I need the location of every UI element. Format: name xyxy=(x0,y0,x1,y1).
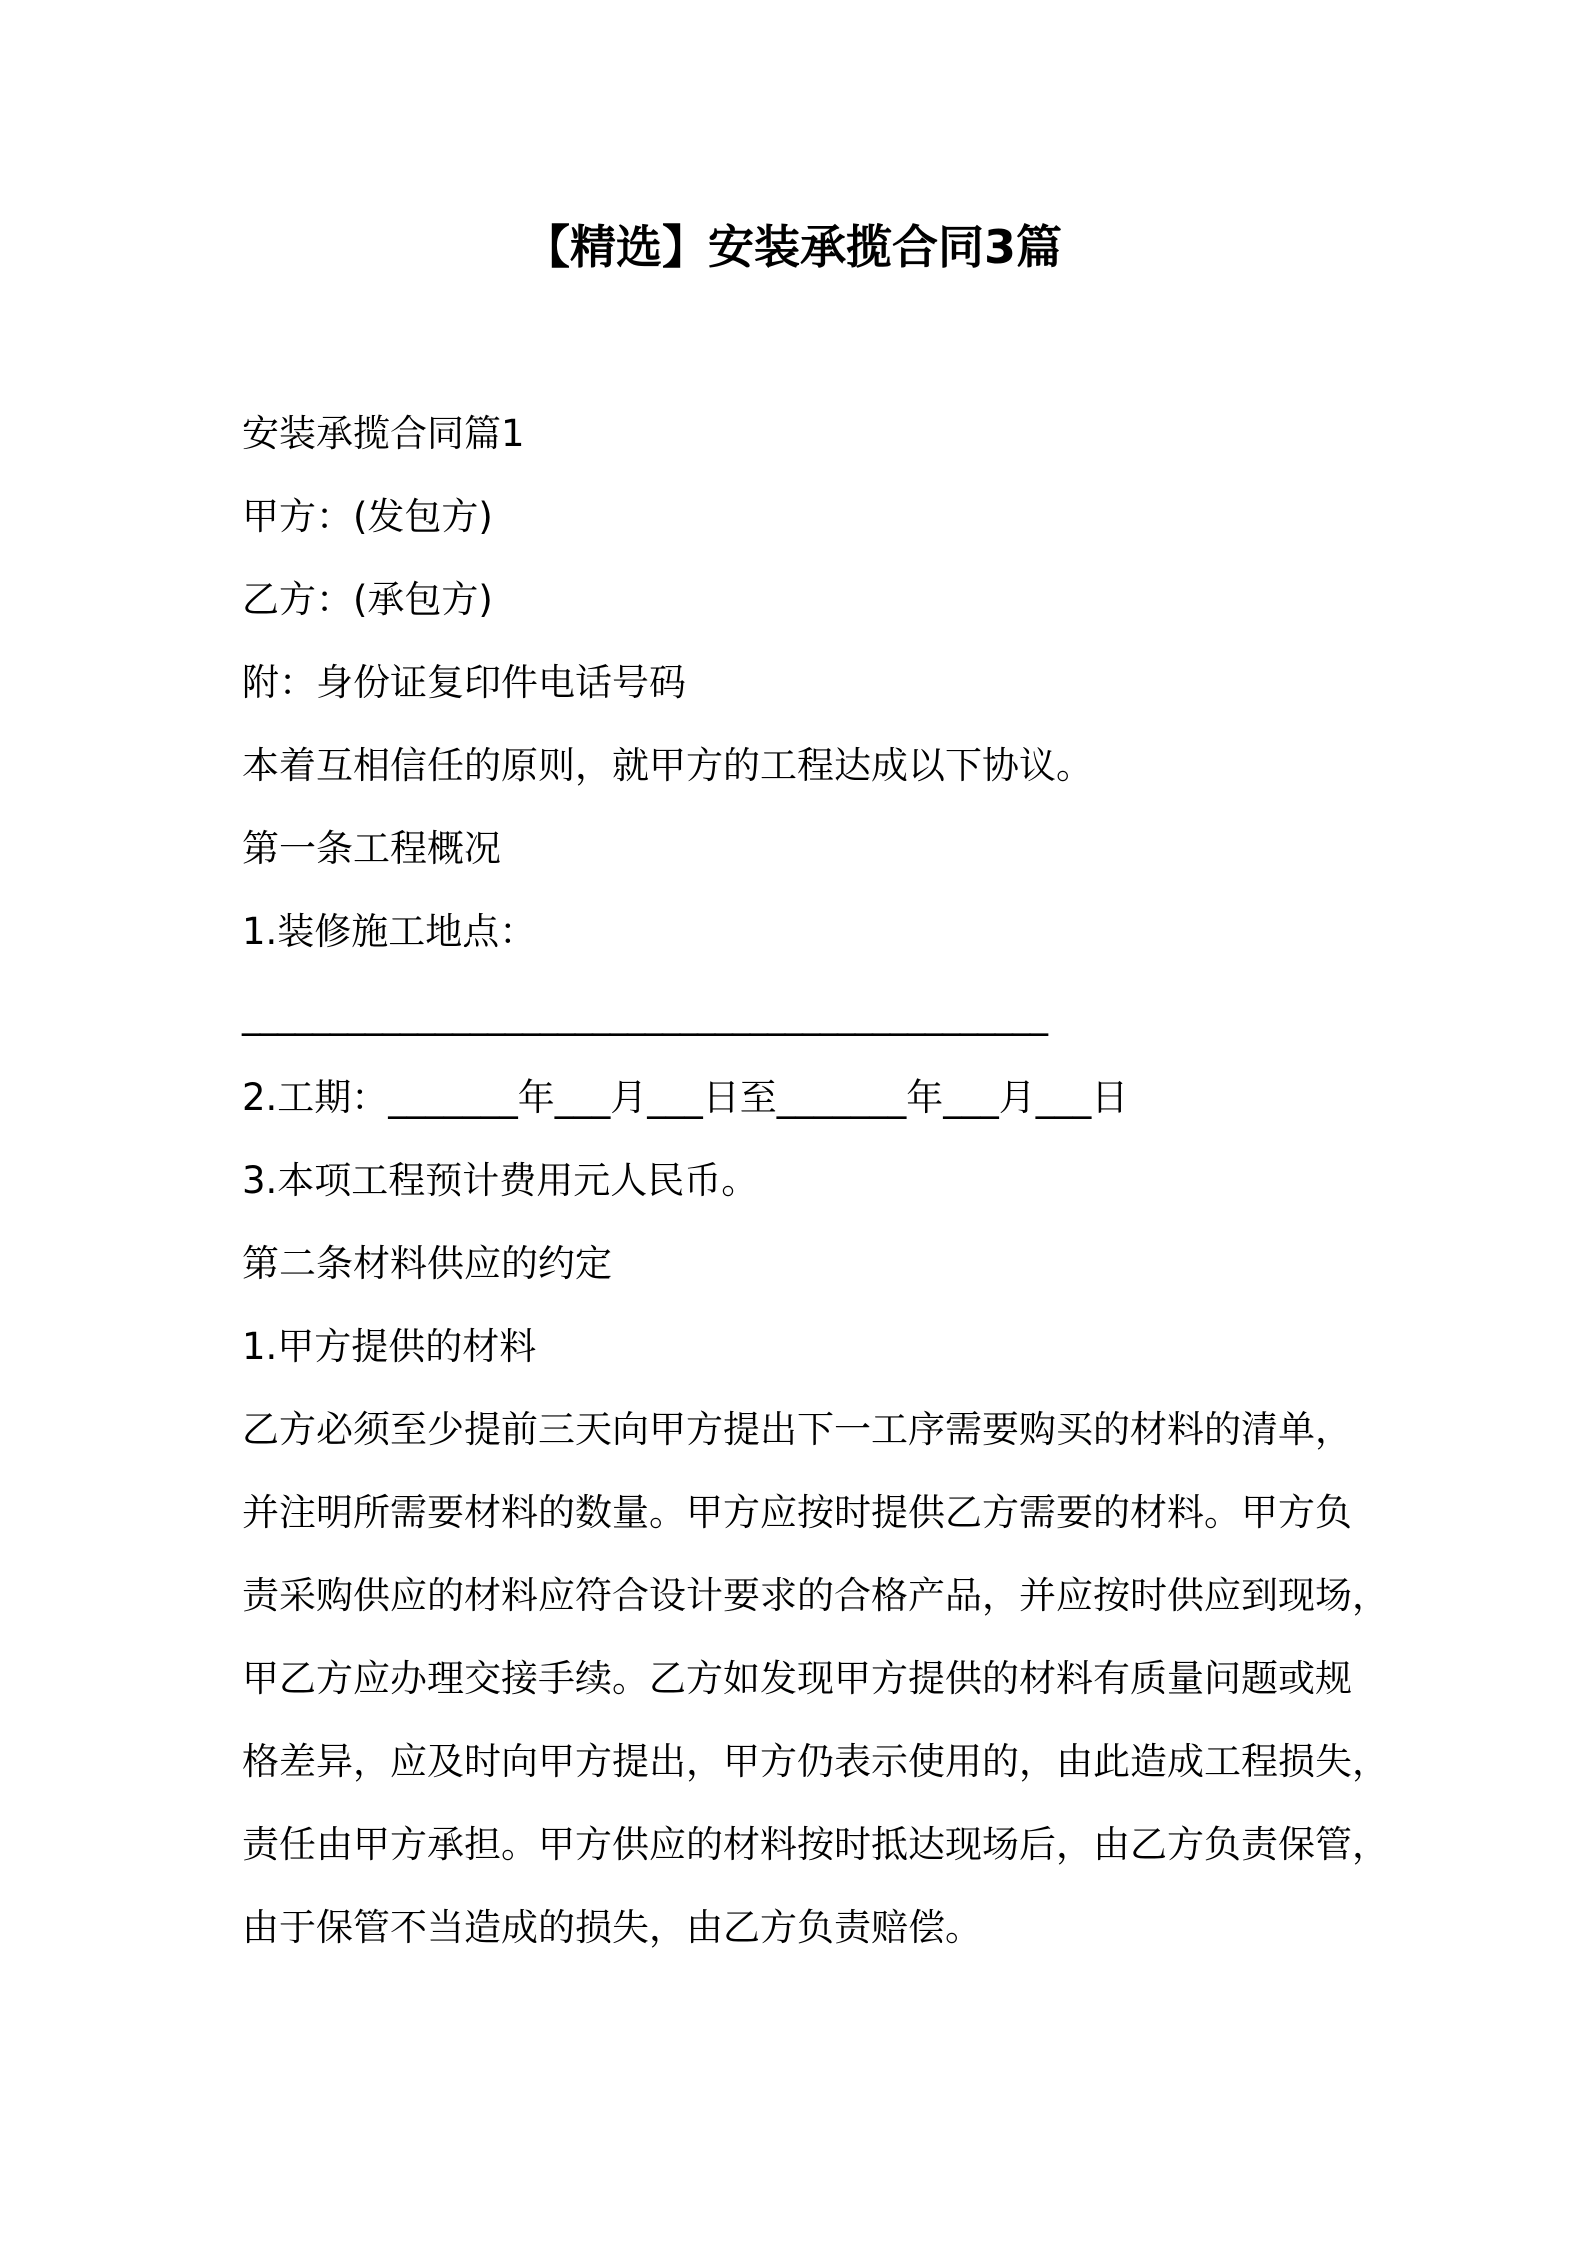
document-title: 【精选】安装承揽合同3篇 xyxy=(523,220,1062,274)
article-2-heading: 第二条材料供应的约定 xyxy=(242,1242,612,1285)
paragraph-line: 责任由甲方承担。甲方供应的材料按时抵达现场后，由乙方负责保管， xyxy=(242,1823,1389,1866)
site-location-line: 1.装修施工地点： xyxy=(242,910,537,953)
preamble-line: 本着互相信任的原则，就甲方的工程达成以下协议。 xyxy=(242,744,1093,787)
clause-heading: 1.甲方提供的材料 xyxy=(242,1325,537,1368)
cost-line: 3.本项工程预计费用元人民币。 xyxy=(242,1159,759,1202)
document-body xyxy=(242,404,1389,1981)
paragraph-line: 由于保管不当造成的损失，由乙方负责赔偿。 xyxy=(242,1906,982,1949)
party-a-line: 甲方：(发包方) xyxy=(242,495,493,538)
paragraph-line: 甲乙方应办理交接手续。乙方如发现甲方提供的材料有质量问题或规 xyxy=(242,1657,1352,1700)
paragraph-line: 格差异，应及时向甲方提出，甲方仍表示使用的，由此造成工程损失， xyxy=(242,1740,1389,1783)
paragraph-line: 责采购供应的材料应符合设计要求的合格产品，并应按时供应到现场， xyxy=(242,1574,1389,1617)
site-location-blank: ______________________________________________ xyxy=(242,993,1047,1036)
party-b-line: 乙方：(承包方) xyxy=(242,578,493,621)
paragraph-line: 乙方必须至少提前三天向甲方提出下一工序需要购买的材料的清单， xyxy=(242,1408,1352,1451)
schedule-line: 2.工期：_______年___月___日至_______年___月___日 xyxy=(242,1076,1129,1119)
attachment-line: 附：身份证复印件电话号码 xyxy=(242,661,686,704)
section-heading: 安装承揽合同篇1 xyxy=(242,412,525,455)
article-1-heading: 第一条工程概况 xyxy=(242,827,501,870)
paragraph-line: 并注明所需要材料的数量。甲方应按时提供乙方需要的材料。甲方负 xyxy=(242,1491,1352,1534)
